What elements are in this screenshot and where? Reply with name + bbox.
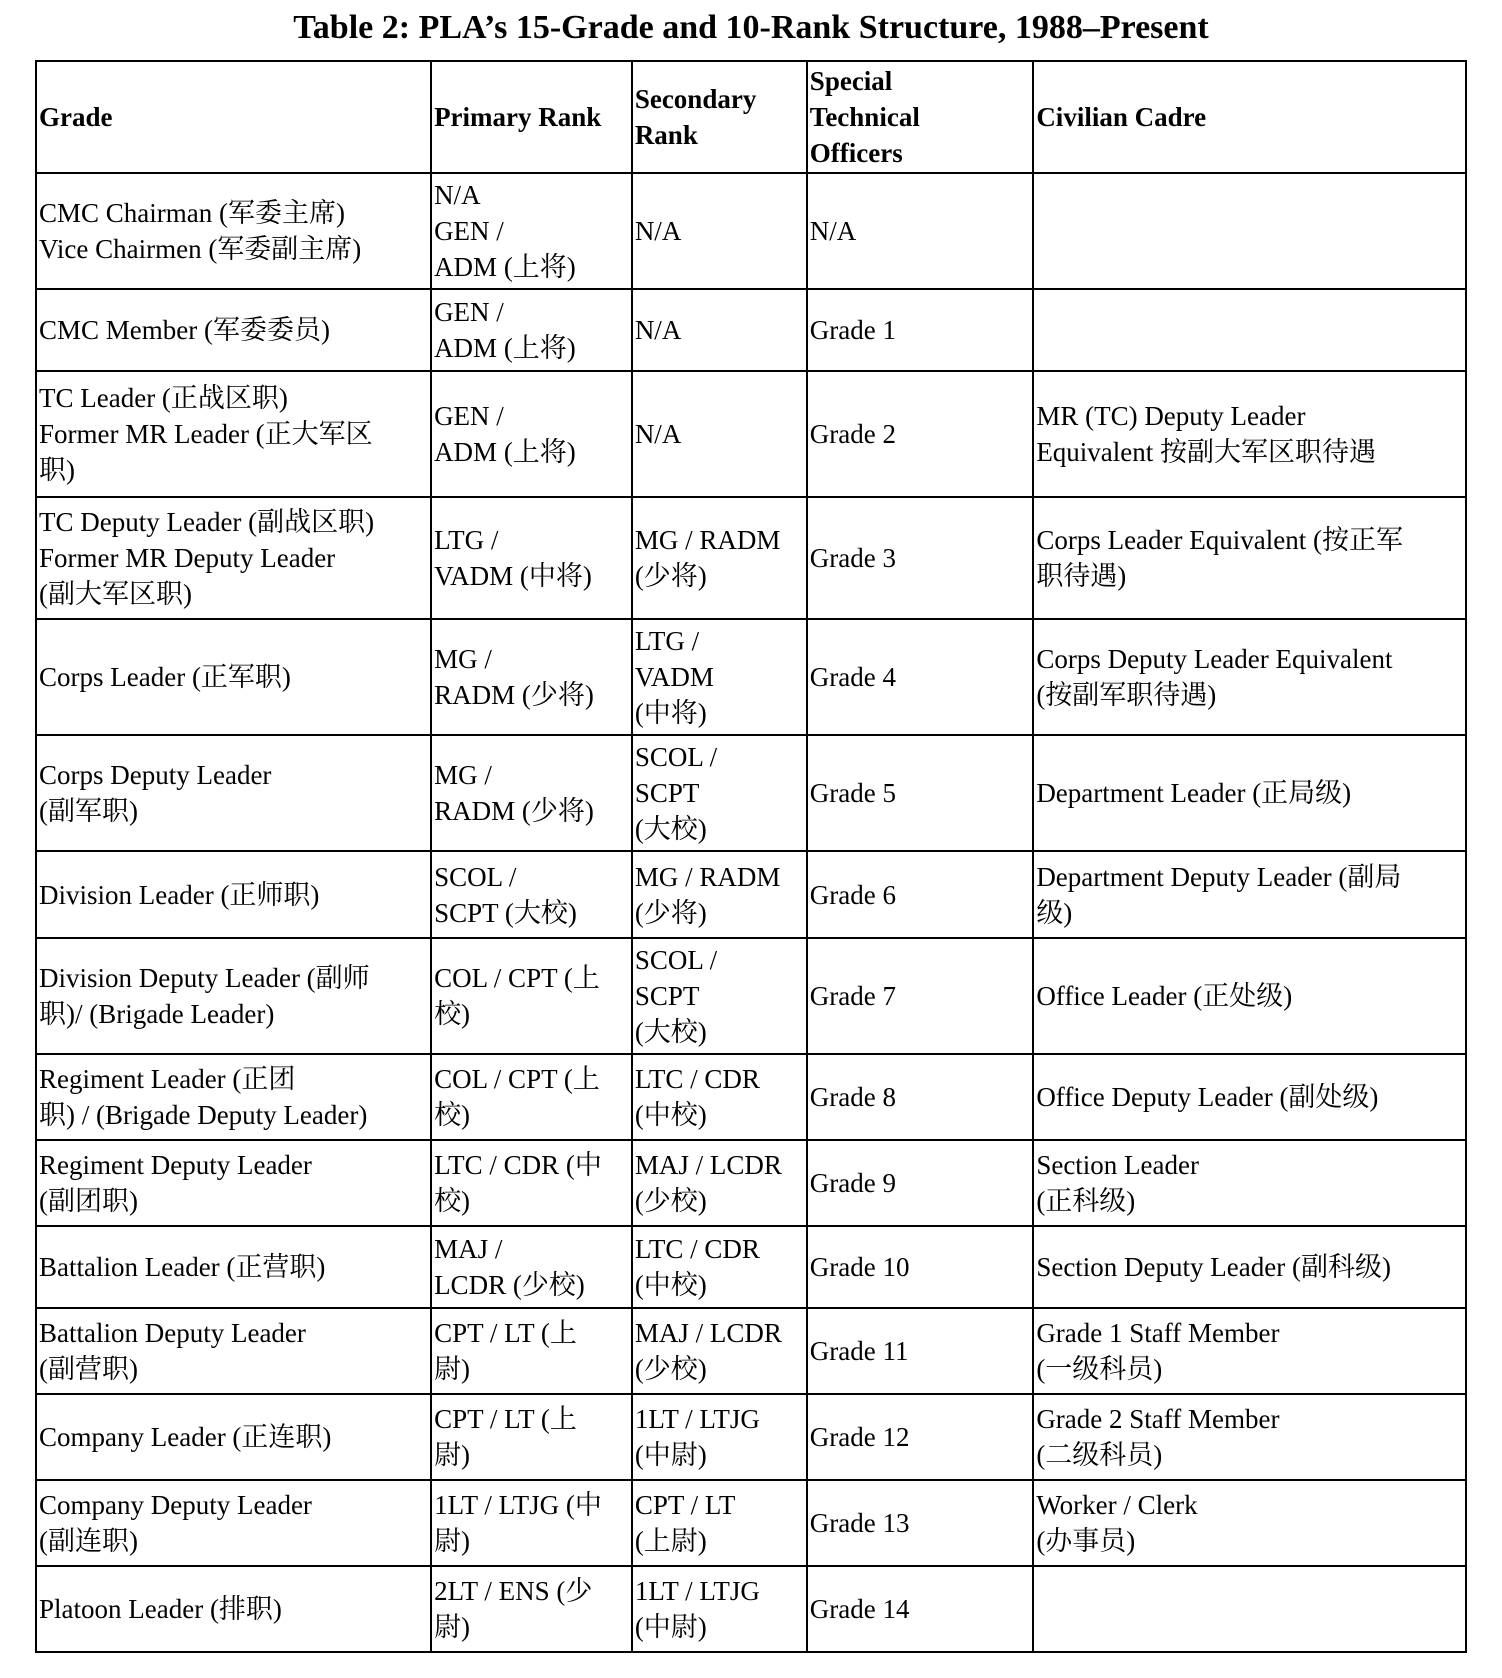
cell-secondary-rank: 1LT / LTJG (中尉) — [632, 1566, 807, 1652]
cell-primary-rank: 1LT / LTJG (中 尉) — [431, 1480, 632, 1566]
cell-primary-rank: LTC / CDR (中 校) — [431, 1140, 632, 1226]
cell-special-technical: Grade 2 — [807, 371, 1034, 497]
cell-primary-rank: COL / CPT (上 校) — [431, 938, 632, 1054]
cell-secondary-rank: SCOL / SCPT (大校) — [632, 735, 807, 851]
cell-special-technical: Grade 12 — [807, 1394, 1034, 1480]
cell-civilian-cadre — [1033, 173, 1466, 289]
cell-secondary-rank: MG / RADM (少将) — [632, 497, 807, 619]
cell-civilian-cadre: Worker / Clerk (办事员) — [1033, 1480, 1466, 1566]
cell-secondary-rank: CPT / LT (上尉) — [632, 1480, 807, 1566]
cell-civilian-cadre: Section Leader (正科级) — [1033, 1140, 1466, 1226]
table-row — [36, 1140, 1466, 1226]
cell-grade: Company Deputy Leader (副连职) — [36, 1480, 431, 1566]
header-special-technical-officers: Special Technical Officers — [807, 61, 1034, 173]
cell-civilian-cadre: Grade 1 Staff Member (一级科员) — [1033, 1308, 1466, 1394]
table-row — [36, 938, 1466, 1054]
cell-secondary-rank: SCOL / SCPT (大校) — [632, 938, 807, 1054]
header-secondary-rank: Secondary Rank — [632, 61, 807, 173]
cell-grade: Corps Deputy Leader (副军职) — [36, 735, 431, 851]
header-row — [36, 61, 1466, 173]
table-row — [36, 1226, 1466, 1308]
cell-secondary-rank: MG / RADM (少将) — [632, 851, 807, 938]
cell-secondary-rank: LTC / CDR (中校) — [632, 1226, 807, 1308]
cell-special-technical: Grade 9 — [807, 1140, 1034, 1226]
cell-civilian-cadre: Department Leader (正局级) — [1033, 735, 1466, 851]
table-title: Table 2: PLA’s 15-Grade and 10-Rank Structure, 1988–Present — [293, 9, 1209, 46]
cell-civilian-cadre: Office Leader (正处级) — [1033, 938, 1466, 1054]
cell-civilian-cadre: MR (TC) Deputy Leader Equivalent 按副大军区职待遇 — [1033, 371, 1466, 497]
cell-special-technical: Grade 5 — [807, 735, 1034, 851]
cell-civilian-cadre: Department Deputy Leader (副局 级) — [1033, 851, 1466, 938]
cell-grade: Company Leader (正连职) — [36, 1394, 431, 1480]
table-row — [36, 1480, 1466, 1566]
table-row — [36, 1054, 1466, 1140]
header-civilian-cadre: Civilian Cadre — [1033, 61, 1466, 173]
cell-civilian-cadre: Section Deputy Leader (副科级) — [1033, 1226, 1466, 1308]
cell-grade: CMC Member (军委委员) — [36, 289, 431, 371]
cell-grade: CMC Chairman (军委主席) Vice Chairmen (军委副主席) — [36, 173, 431, 289]
cell-primary-rank: CPT / LT (上 尉) — [431, 1394, 632, 1480]
cell-special-technical: Grade 14 — [807, 1566, 1034, 1652]
table-row — [36, 735, 1466, 851]
cell-civilian-cadre: Office Deputy Leader (副处级) — [1033, 1054, 1466, 1140]
cell-civilian-cadre: Corps Deputy Leader Equivalent (按副军职待遇) — [1033, 619, 1466, 735]
cell-grade: Battalion Leader (正营职) — [36, 1226, 431, 1308]
cell-primary-rank: SCOL / SCPT (大校) — [431, 851, 632, 938]
cell-secondary-rank: N/A — [632, 289, 807, 371]
cell-special-technical: N/A — [807, 173, 1034, 289]
cell-civilian-cadre: Grade 2 Staff Member (二级科员) — [1033, 1394, 1466, 1480]
cell-secondary-rank: MAJ / LCDR (少校) — [632, 1308, 807, 1394]
cell-primary-rank: GEN / ADM (上将) — [431, 289, 632, 371]
cell-secondary-rank: 1LT / LTJG (中尉) — [632, 1394, 807, 1480]
cell-special-technical: Grade 4 — [807, 619, 1034, 735]
cell-grade: TC Leader (正战区职) Former MR Leader (正大军区 职) — [36, 371, 431, 497]
cell-special-technical: Grade 6 — [807, 851, 1034, 938]
cell-primary-rank: N/A GEN / ADM (上将) — [431, 173, 632, 289]
cell-primary-rank: MG / RADM (少将) — [431, 735, 632, 851]
rank-structure-table — [35, 60, 1467, 1653]
cell-secondary-rank: LTC / CDR (中校) — [632, 1054, 807, 1140]
cell-primary-rank: GEN / ADM (上将) — [431, 371, 632, 497]
table-row — [36, 1308, 1466, 1394]
table-row — [36, 1394, 1466, 1480]
cell-secondary-rank: MAJ / LCDR (少校) — [632, 1140, 807, 1226]
table-row — [36, 851, 1466, 938]
cell-special-technical: Grade 11 — [807, 1308, 1034, 1394]
cell-civilian-cadre — [1033, 1566, 1466, 1652]
table-row — [36, 497, 1466, 619]
cell-secondary-rank: N/A — [632, 371, 807, 497]
cell-special-technical: Grade 13 — [807, 1480, 1034, 1566]
table-row — [36, 371, 1466, 497]
cell-grade: Corps Leader (正军职) — [36, 619, 431, 735]
header-primary-rank: Primary Rank — [431, 61, 632, 173]
cell-primary-rank: CPT / LT (上 尉) — [431, 1308, 632, 1394]
table-row — [36, 289, 1466, 371]
cell-grade: TC Deputy Leader (副战区职) Former MR Deputy Leader (副大军区职) — [36, 497, 431, 619]
header-grade: Grade — [36, 61, 431, 173]
table-row — [36, 619, 1466, 735]
cell-primary-rank: COL / CPT (上 校) — [431, 1054, 632, 1140]
cell-primary-rank: MG / RADM (少将) — [431, 619, 632, 735]
cell-primary-rank: MAJ / LCDR (少校) — [431, 1226, 632, 1308]
cell-secondary-rank: LTG / VADM (中将) — [632, 619, 807, 735]
cell-special-technical: Grade 8 — [807, 1054, 1034, 1140]
cell-special-technical: Grade 10 — [807, 1226, 1034, 1308]
cell-primary-rank: LTG / VADM (中将) — [431, 497, 632, 619]
cell-special-technical: Grade 1 — [807, 289, 1034, 371]
cell-civilian-cadre: Corps Leader Equivalent (按正军 职待遇) — [1033, 497, 1466, 619]
cell-secondary-rank: N/A — [632, 173, 807, 289]
cell-grade: Regiment Deputy Leader (副团职) — [36, 1140, 431, 1226]
table-row — [36, 1566, 1466, 1652]
cell-grade: Battalion Deputy Leader (副营职) — [36, 1308, 431, 1394]
cell-civilian-cadre — [1033, 289, 1466, 371]
cell-primary-rank: 2LT / ENS (少 尉) — [431, 1566, 632, 1652]
cell-special-technical: Grade 7 — [807, 938, 1034, 1054]
cell-grade: Division Leader (正师职) — [36, 851, 431, 938]
cell-special-technical: Grade 3 — [807, 497, 1034, 619]
cell-grade: Platoon Leader (排职) — [36, 1566, 431, 1652]
table-row — [36, 173, 1466, 289]
cell-grade: Regiment Leader (正团 职) / (Brigade Deputy Leader) — [36, 1054, 431, 1140]
cell-grade: Division Deputy Leader (副师 职)/ (Brigade Leader) — [36, 938, 431, 1054]
